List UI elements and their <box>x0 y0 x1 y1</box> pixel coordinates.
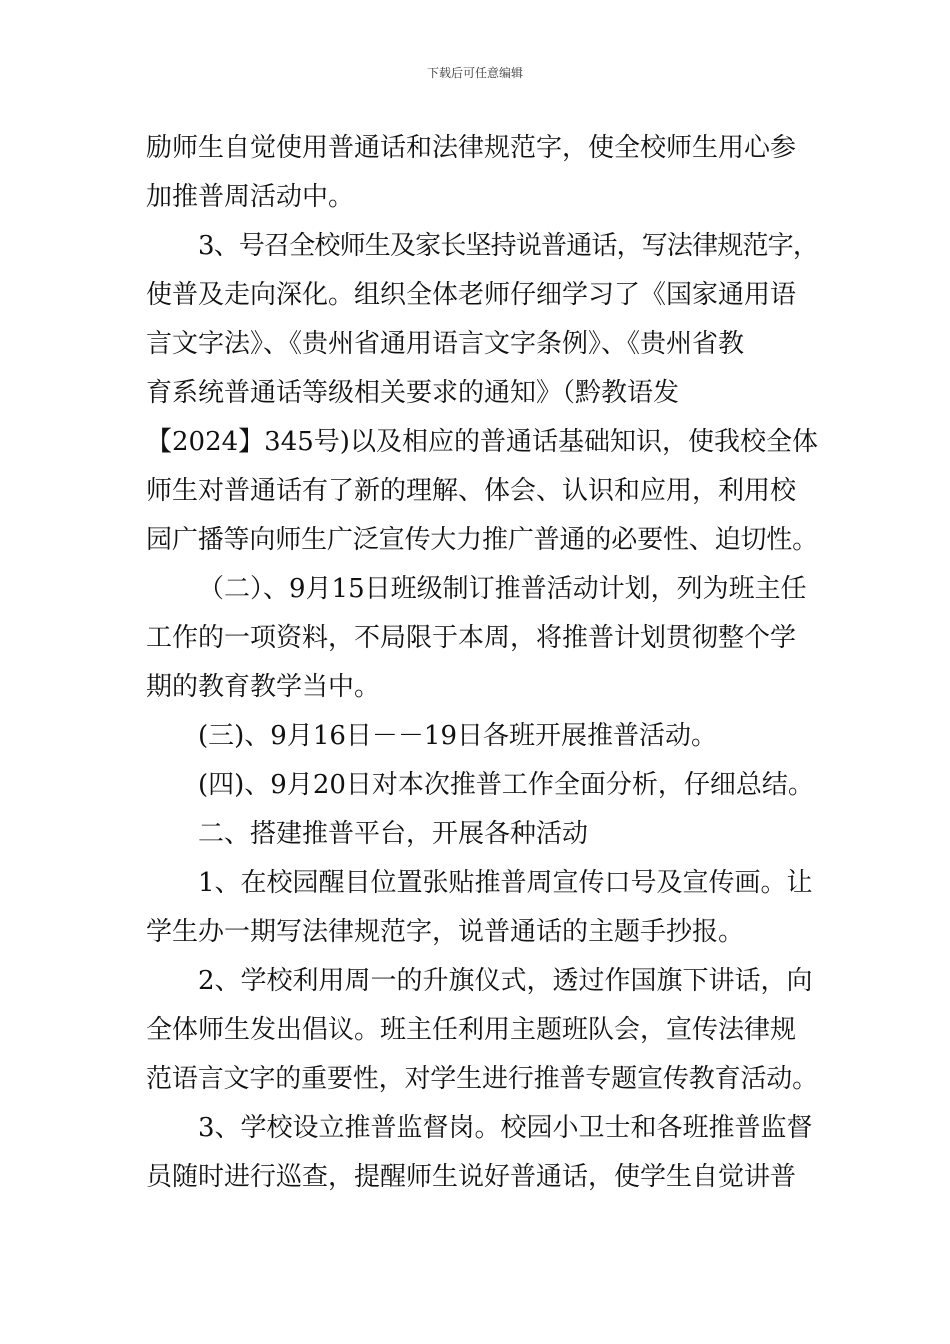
text-line: 励师生自觉使用普通话和法律规范字，使全校师生用心参 <box>146 133 797 163</box>
text-line: 园广播等向师生广泛宣传大力推广普通的必要性、迫切性。 <box>146 525 818 555</box>
text-line: 3、号召全校师生及家长坚持说普通话，写法律规范字， <box>198 231 818 261</box>
text-line: 全体师生发出倡议。班主任利用主题班队会，宣传法律规 <box>146 1015 797 1045</box>
text-line: 期的教育教学当中。 <box>146 672 381 702</box>
text-line: 二、搭建推普平台，开展各种活动 <box>198 819 589 849</box>
text-line: 加推普周活动中。 <box>146 182 355 212</box>
page-header: 下载后可任意编辑 <box>426 66 523 80</box>
text-line: 【2024】345号)以及相应的普通话基础知识，使我校全体 <box>146 427 818 457</box>
text-line: (四)、9月20日对本次推普工作全面分析，仔细总结。 <box>198 770 814 800</box>
text-line: 3、学校设立推普监督岗。校园小卫士和各班推普监督 <box>198 1113 813 1143</box>
text-line: 1、在校园醒目位置张贴推普周宣传口号及宣传画。让 <box>198 868 813 898</box>
text-line: 员随时进行巡查，提醒师生说好普通话，使学生自觉讲普 <box>146 1162 797 1192</box>
text-line: 范语言文字的重要性，对学生进行推普专题宣传教育活动。 <box>146 1064 818 1094</box>
text-line: 师生对普通话有了新的理解、体会、认识和应用，利用校 <box>146 476 797 506</box>
document-body <box>146 124 818 1202</box>
text-line: 言文字法》、《贵州省通用语言文字条例》、《贵州省教 <box>146 329 745 359</box>
text-line: 工作的一项资料，不局限于本周，将推普计划贯彻整个学 <box>146 623 797 653</box>
text-line: （二）、9月15日班级制订推普活动计划，列为班主任 <box>198 574 807 604</box>
text-line: 使普及走向深化。组织全体老师仔细学习了《国家通用语 <box>146 280 797 310</box>
text-line: 育系统普通话等级相关要求的通知》（黔教语发 <box>146 378 680 408</box>
text-line: 学生办一期写法律规范字，说普通话的主题手抄报。 <box>146 917 745 947</box>
text-line: (三)、9月16日－－19日各班开展推普活动。 <box>198 721 717 751</box>
text-line: 2、学校利用周一的升旗仪式，透过作国旗下讲话，向 <box>198 966 813 996</box>
